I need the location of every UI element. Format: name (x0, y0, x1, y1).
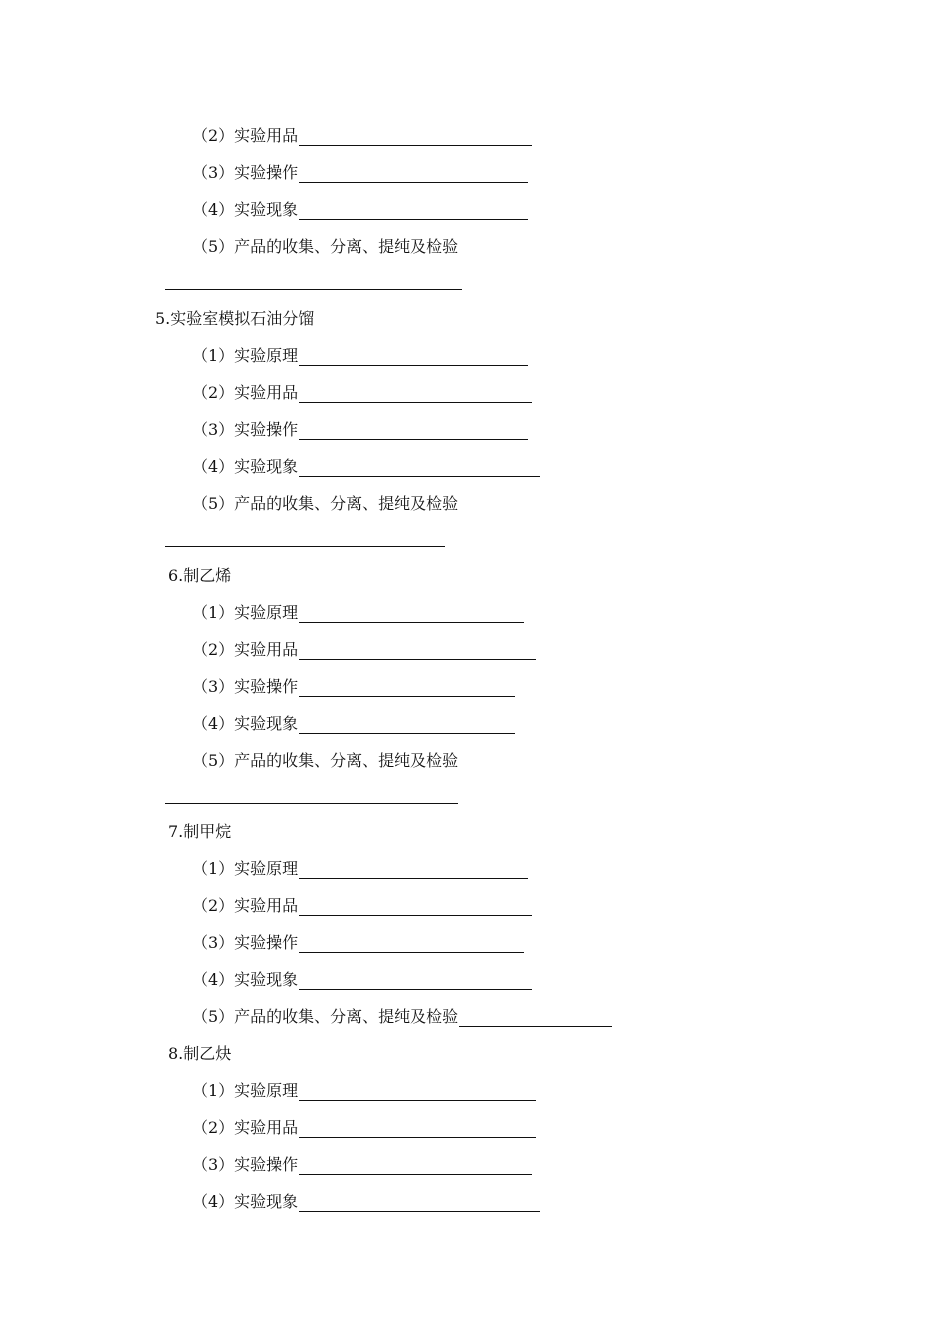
answer-blank[interactable] (299, 714, 515, 734)
answer-blank[interactable] (299, 677, 515, 697)
section-heading: 6.制乙烯 (168, 566, 232, 585)
item-line (192, 126, 532, 146)
answer-blank[interactable] (299, 420, 528, 440)
item-label: （2）实验用品 (192, 126, 299, 145)
item-label: （4）实验现象 (192, 200, 299, 219)
item-label: （4）实验现象 (192, 714, 299, 733)
item-label: （1）实验原理 (192, 1081, 299, 1100)
item-label: （5）产品的收集、分离、提纯及检验 (192, 1007, 459, 1026)
item-line (192, 1118, 536, 1138)
answer-blank[interactable] (299, 640, 536, 660)
answer-blank[interactable] (299, 1155, 532, 1175)
answer-blank[interactable] (299, 126, 532, 146)
item-label: （3）实验操作 (192, 1155, 299, 1174)
item-label: （4）实验现象 (192, 1192, 299, 1211)
item-line (192, 896, 532, 916)
answer-blank[interactable] (299, 1118, 536, 1138)
answer-blank[interactable] (299, 163, 528, 183)
answer-blank[interactable] (165, 289, 462, 290)
answer-blank[interactable] (299, 896, 532, 916)
section-heading: 5.实验室模拟石油分馏 (155, 309, 315, 328)
item-line (192, 933, 524, 953)
answer-blank[interactable] (299, 200, 528, 220)
item-line (192, 494, 458, 514)
item-label: （1）实验原理 (192, 859, 299, 878)
item-line (192, 970, 532, 990)
item-line (192, 751, 458, 771)
item-line (192, 457, 540, 477)
item-line (192, 1192, 540, 1212)
item-line (192, 346, 528, 366)
item-label: （5）产品的收集、分离、提纯及检验 (192, 494, 459, 513)
item-line (192, 677, 515, 697)
item-label: （2）实验用品 (192, 383, 299, 402)
item-line (192, 714, 515, 734)
answer-blank[interactable] (165, 803, 458, 804)
item-label: （3）实验操作 (192, 163, 299, 182)
answer-blank[interactable] (459, 1007, 612, 1027)
answer-blank[interactable] (299, 1192, 540, 1212)
item-line (192, 383, 532, 403)
item-label: （4）实验现象 (192, 457, 299, 476)
section-heading: 7.制甲烷 (168, 822, 232, 841)
item-label: （1）实验原理 (192, 603, 299, 622)
answer-blank[interactable] (299, 970, 532, 990)
item-line (192, 603, 524, 623)
item-label: （4）实验现象 (192, 970, 299, 989)
item-line (192, 1007, 612, 1027)
item-label: （3）实验操作 (192, 420, 299, 439)
item-label: （1）实验原理 (192, 346, 299, 365)
answer-blank[interactable] (299, 1081, 536, 1101)
answer-blank[interactable] (299, 383, 532, 403)
item-line (192, 163, 528, 183)
item-line (192, 237, 458, 257)
item-label: （5）产品的收集、分离、提纯及检验 (192, 237, 459, 256)
item-line (192, 420, 528, 440)
answer-blank[interactable] (299, 859, 528, 879)
item-label: （2）实验用品 (192, 1118, 299, 1137)
item-line (192, 200, 528, 220)
item-line (192, 1081, 536, 1101)
section-heading: 8.制乙炔 (168, 1044, 232, 1063)
item-line (192, 1155, 532, 1175)
answer-blank[interactable] (165, 546, 445, 547)
answer-blank[interactable] (299, 603, 524, 623)
answer-blank[interactable] (299, 933, 524, 953)
item-line (192, 859, 528, 879)
item-label: （3）实验操作 (192, 677, 299, 696)
answer-blank[interactable] (299, 346, 528, 366)
answer-blank[interactable] (299, 457, 540, 477)
item-label: （2）实验用品 (192, 896, 299, 915)
item-label: （5）产品的收集、分离、提纯及检验 (192, 751, 459, 770)
item-label: （2）实验用品 (192, 640, 299, 659)
item-label: （3）实验操作 (192, 933, 299, 952)
item-line (192, 640, 536, 660)
